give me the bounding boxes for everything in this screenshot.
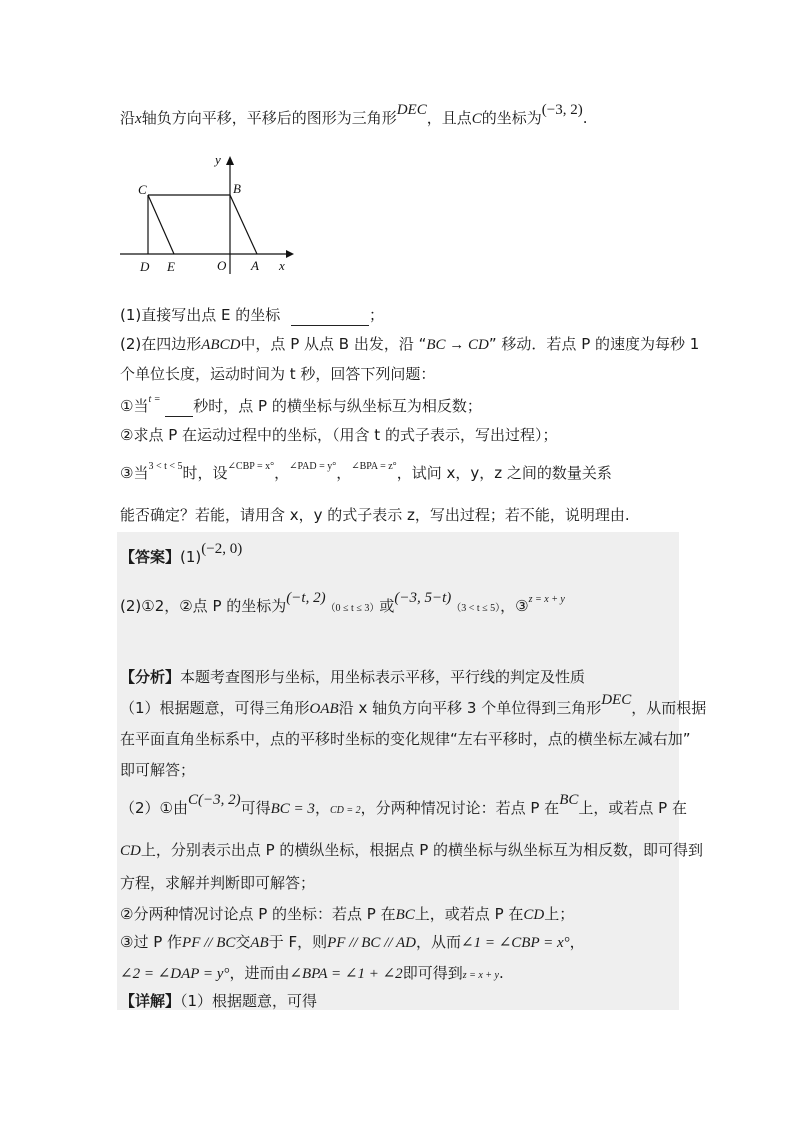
label-c: C (138, 182, 147, 197)
question-1: (1)直接写出点 E 的坐标 ； (120, 306, 385, 324)
analysis-line-7: ②分两种情况讨论点 P 的坐标：若点 P 在BC上，或若点 P 在CD上； (120, 905, 575, 923)
question-2-line-1: (2)在四边形ABCD中，点 P 从点 B 出发，沿 “BC → CD” 移动．若点 P 的速度为每秒 1 (120, 335, 700, 353)
analysis-label: 【分析】 (120, 668, 181, 686)
question-2-sub-3-line-2: 能否确定？若能，请用含 x，y 的式子表示 z，写出过程；若不能，说明理由. (120, 506, 630, 524)
answer-line-1: 【答案】(1)(−2, 0) (120, 541, 243, 566)
y-axis-arrow (226, 156, 234, 165)
detail-line: 【详解】（1）根据题意，可得 (120, 992, 318, 1010)
analysis-line-2: 在平面直角坐标系中，点的平移时坐标的变化规律“左右平移时，点的横坐标左减右加” (120, 730, 691, 748)
label-y: y (215, 152, 221, 167)
analysis-line-6: 方程，求解并判断即可解答； (120, 874, 316, 892)
question-2-line-2: 个单位长度，运动时间为 t 秒，回答下列问题： (120, 365, 436, 383)
question-2-sub-1: ①当$^{t =}$ 秒时，点 P 的横坐标与纵坐标互为相反数； (120, 394, 482, 415)
segment-ba (230, 195, 257, 254)
analysis-line-3: 即可解答； (120, 761, 196, 779)
analysis-line-5: CD上，分别表示出点 P 的横纵坐标，根据点 P 的横坐标与纵坐标互为相反数，即可得到 (120, 841, 704, 859)
segment-ce (148, 195, 174, 254)
question-2-sub-3: ③当$^{3 < t < 5}$时，设$^{\angle CBP = x^\circ}$，$^{\angle PAD = y^\circ}$，$^{\angle BPA = z^\circ}$，试问 x，y，z 之间的数量关系 (120, 461, 612, 482)
answer-blank-1 (291, 305, 369, 326)
label-x: x (279, 258, 285, 273)
label-o: O (217, 258, 227, 273)
answer-blank-2 (165, 396, 193, 417)
analysis-line-1: （1）根据题意，可得三角形OAB沿 x 轴负方向平移 3 个单位得到三角形DEC，从而根据 (120, 692, 707, 717)
label-e: E (167, 259, 175, 274)
intro-line: 沿x轴负方向平移，平移后的图形为三角形DEC，且点C的坐标为(−3, 2). (120, 102, 588, 127)
point-c-coord: (−3, 2) (541, 102, 583, 118)
answer-line-2: (2)①2，②点 P 的坐标为(−t, 2)（0 ≤ t ≤ 3）或(−3, 5−t)（3 < t ≤ 5），③$^{z = x + y}$ (120, 590, 565, 615)
analysis-line-4: （2）①由C(−3, 2)可得BC = 3，CD = 2，分两种情况讨论：若点 P 在BC上，或若点 P 在 (120, 792, 687, 817)
coordinate-figure (118, 148, 298, 278)
question-2-sub-2: ②求点 P 在运动过程中的坐标，（用含 t 的式子表示，写出过程）； (120, 426, 558, 444)
detail-label: 【详解】 (120, 992, 181, 1010)
analysis-line-0: 【分析】本题考查图形与坐标，用坐标表示平移，平行线的判定及性质 (120, 668, 586, 686)
analysis-line-8: ③过 P 作PF // BC交AB于 F，则PF // BC // AD，从而∠1 = ∠CBP = x°， (120, 933, 585, 951)
x-axis-arrow (286, 250, 294, 258)
triangle-dec-label: DEC (396, 102, 427, 118)
label-d: D (140, 259, 150, 274)
analysis-line-9: ∠2 = ∠DAP = y°，进而由∠BPA = ∠1 + ∠2即可得到z = x + y. (120, 964, 504, 982)
label-b: B (233, 181, 241, 196)
answer-label: 【答案】 (120, 548, 181, 566)
label-a: A (251, 258, 259, 273)
